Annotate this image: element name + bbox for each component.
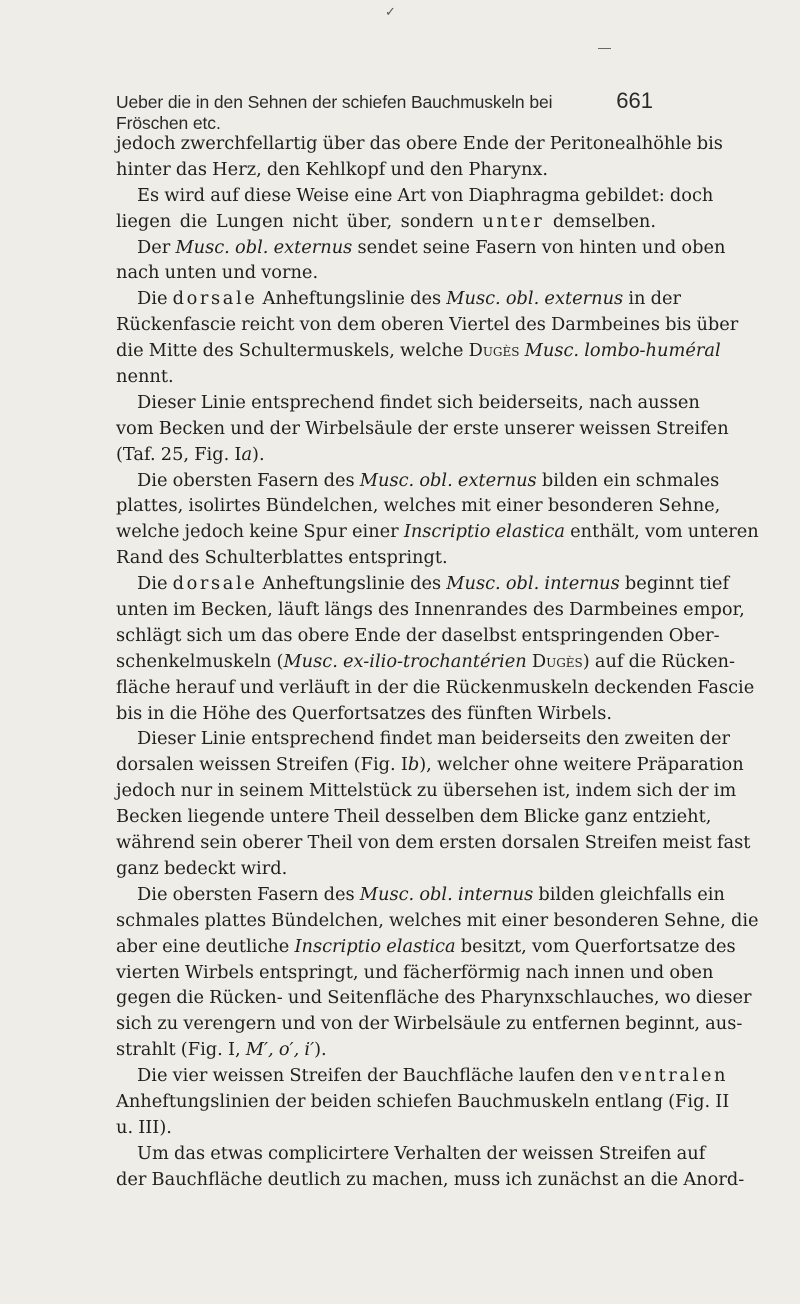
text-line [116, 752, 744, 778]
text-run: ). [314, 1039, 327, 1061]
text-run: vom Becken und der Wirbelsäule der erste unserer weissen Streifen [116, 417, 729, 439]
text-line [116, 209, 656, 235]
text-run: Die [137, 573, 173, 595]
latin-term: Musc. obl. externus [446, 288, 624, 310]
text-run: unten im Becken, läuft längs des Innenrandes des Darmbeines empor, [116, 599, 745, 621]
text-line [116, 623, 720, 649]
text-line [116, 649, 735, 675]
text-run: Um das etwas complicirtere Verhalten der weissen Streifen auf [137, 1142, 706, 1164]
pencil-tick-mark: ✓ [385, 4, 396, 19]
text-run: beginnt tief [619, 573, 730, 595]
text-line [116, 1089, 730, 1115]
text-line [116, 1141, 706, 1167]
text-line [116, 985, 752, 1011]
text-line [116, 442, 656, 468]
text-run: bilden gleichfalls ein [533, 883, 725, 905]
text-run: Becken liegende untere Theil desselben dem Blicke ganz entzieht, [116, 806, 712, 828]
text-run: schmales plattes Bündelchen, welches mit einer besonderen Sehne, die [116, 909, 759, 931]
latin-term: Musc. obl. externus [175, 236, 353, 258]
author-name: Dugès [531, 650, 583, 672]
text-line [116, 856, 656, 882]
text-line [116, 1011, 743, 1037]
text-run: bilden ein schmales [536, 469, 720, 491]
text-line [116, 804, 712, 830]
text-line [116, 545, 656, 571]
spaced-emphasis: dorsale [172, 288, 258, 310]
text-line [116, 934, 736, 960]
latin-term: Musc. obl. externus [359, 469, 537, 491]
text-run: hinter das Herz, den Kehlkopf und den Pharynx. [116, 158, 549, 180]
text-line [116, 493, 721, 519]
text-run: Die obersten Fasern des [137, 883, 360, 905]
running-title: Ueber die in den Sehnen der schiefen Bauchmuskeln bei Fröschen etc. [116, 92, 553, 133]
text-run: vierten Wirbels entspringt, und fächerförmig nach innen und oben [116, 961, 714, 983]
text-run: Anheftungslinie des [257, 288, 447, 310]
text-run: schenkelmuskeln ( [116, 650, 284, 672]
text-line [116, 778, 737, 804]
text-run: (Taf. 25, Fig. I [116, 443, 242, 465]
latin-term: Musc. lombo-huméral [524, 340, 721, 362]
text-run: nach unten und vorne. [116, 262, 319, 284]
text-line [116, 597, 745, 623]
text-line [116, 908, 759, 934]
text-run: Anheftungslinien der beiden schiefen Bauchmuskeln entlang (Fig. II [116, 1090, 730, 1112]
text-line [116, 701, 656, 727]
text-run: Rand des Schulterblattes entspringt. [116, 547, 448, 569]
text-run: bis in die Höhe des Querfortsatzes des fünften Wirbels. [116, 702, 612, 724]
latin-term: Musc. obl. internus [359, 883, 534, 905]
text-line [116, 390, 700, 416]
text-line [116, 286, 682, 312]
text-line [116, 312, 739, 338]
text-run: ). [252, 443, 265, 465]
text-line [116, 468, 720, 494]
text-run: während sein oberer Theil von dem ersten dorsalen Streifen meist fast [116, 832, 751, 854]
text-line [116, 260, 656, 286]
text-run: schlägt sich um das obere Ende der daselbst entspringenden Ober- [116, 624, 720, 646]
text-line [116, 1115, 656, 1141]
text-run: der Bauchfläche deutlich zu machen, muss ich zunächst an die Anord- [116, 1168, 745, 1190]
text-run: Dieser Linie entsprechend findet sich beiderseits, nach aussen [137, 391, 700, 413]
author-name: Dugès [468, 340, 520, 362]
latin-term: Musc. ex-ilio-trochantérien [283, 650, 527, 672]
text-line [116, 1063, 729, 1089]
text-run: Rückenfascie reicht von dem oberen Viertel des Darmbeines bis über [116, 314, 739, 336]
text-line [116, 183, 714, 209]
text-line [116, 830, 751, 856]
text-run: ganz bedeckt wird. [116, 857, 288, 879]
text-run: gegen die Rücken- und Seitenfläche des Pharynxschlauches, wo dieser [116, 987, 752, 1009]
text-run: die Mitte des Schultermuskels, welche [116, 340, 469, 362]
text-line [116, 726, 730, 752]
latin-term: Inscriptio elastica [294, 935, 456, 957]
text-line [116, 1037, 656, 1063]
spaced-emphasis: unter [482, 210, 545, 232]
text-run: u. III). [116, 1116, 172, 1138]
text-run: in der [623, 288, 682, 310]
page-number: 661 [616, 88, 653, 113]
text-run: Anheftungslinie des [257, 573, 447, 595]
pencil-dash-mark: — [598, 40, 611, 55]
text-run: Der [137, 236, 176, 258]
text-run: sendet seine Fasern von hinten und oben [352, 236, 726, 258]
figure-letter: a [241, 443, 253, 465]
text-run: enthält, vom unteren [564, 521, 759, 543]
text-run: Dieser Linie entsprechend findet man beiderseits den zweiten der [137, 728, 730, 750]
text-line [116, 338, 721, 364]
text-run: sich zu verengern und von der Wirbelsäule zu entfernen beginnt, aus- [116, 1013, 743, 1035]
text-run: fläche herauf und verläuft in der die Rückenmuskeln deckenden Fascie [116, 676, 755, 698]
text-line [116, 519, 759, 545]
text-run: dorsalen weissen Streifen (Fig. I [116, 754, 408, 776]
text-run: welche jedoch keine Spur einer [116, 521, 404, 543]
text-run: ) auf die Rücken- [582, 650, 735, 672]
spaced-emphasis: dorsale [172, 573, 258, 595]
text-run: liegen die Lungen nicht über, sondern [116, 210, 483, 232]
text-run: plattes, isolirtes Bündelchen, welches mit einer besonderen Sehne, [116, 495, 721, 517]
text-line [116, 571, 730, 597]
text-line [116, 131, 723, 157]
text-line [116, 882, 725, 908]
text-run: Es wird auf diese Weise eine Art von Diaphragma gebildet: doch [137, 184, 714, 206]
body-text [116, 131, 759, 1193]
text-line [116, 416, 729, 442]
text-run: besitzt, vom Querfortsatze des [455, 935, 736, 957]
page-header [116, 88, 653, 133]
text-run: Die [137, 288, 173, 310]
text-run: jedoch zwerchfellartig über das obere Ende der Peritonealhöhle bis [116, 133, 723, 154]
text-run: nennt. [116, 366, 174, 388]
text-line [116, 364, 656, 390]
text-run: Die obersten Fasern des [137, 469, 360, 491]
text-run: strahlt (Fig. I, [116, 1039, 246, 1061]
text-line [116, 157, 656, 183]
text-line [116, 675, 755, 701]
latin-term: Musc. obl. internus [446, 573, 620, 595]
text-run: jedoch nur in seinem Mittelstück zu übersehen ist, indem sich der im [116, 780, 737, 802]
text-run: aber eine deutliche [116, 935, 295, 957]
text-line [116, 235, 726, 261]
text-line [116, 1167, 745, 1193]
figure-letter: b [407, 754, 420, 776]
text-run: ), welcher ohne weitere Präparation [419, 754, 744, 776]
figure-letter: M′, o′, i′ [245, 1039, 315, 1061]
spaced-emphasis: ventralen [618, 1065, 729, 1087]
latin-term: Inscriptio elastica [403, 521, 565, 543]
text-run: demselben. [544, 210, 657, 232]
text-line [116, 960, 714, 986]
text-run: Die vier weissen Streifen der Bauchfläche laufen den [137, 1065, 619, 1087]
